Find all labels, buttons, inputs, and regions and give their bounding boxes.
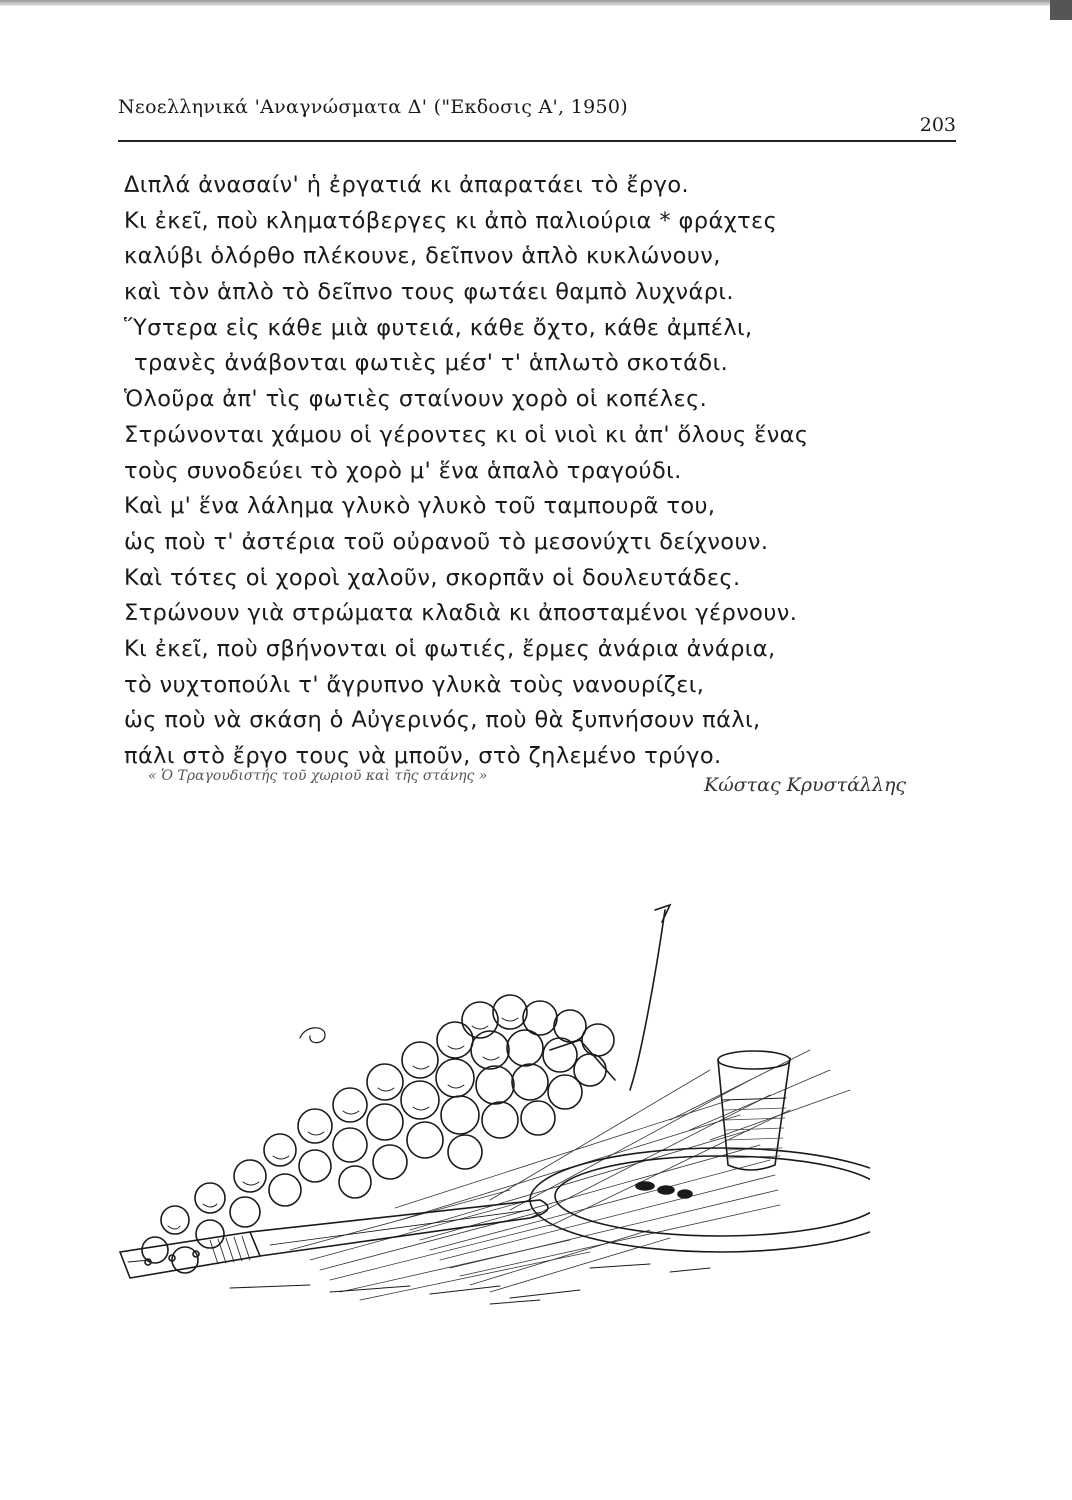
glass-of-wine [718, 1051, 790, 1170]
straw-hatching [290, 1050, 850, 1300]
grape-shading [168, 1018, 518, 1229]
poem-line: τρανὲς ἀνάβονται φωτιὲς μέσ' τ' ἁπλωτὸ σκοτάδι. [134, 350, 729, 377]
poem-line: Καὶ τότες οἱ χοροὶ χαλοῦν, σκορπᾶν οἱ δουλευτάδες. [124, 564, 741, 591]
source-title: « Ὁ Τραγουδιστής τοῦ χωριοῦ καὶ τῆς στάνης » [148, 768, 488, 784]
poem-line: τὸ νυχτοπούλι τ' ἄγρυπνο γλυκὰ τοὺς νανουρίζει, [124, 671, 705, 698]
grape-stem [550, 905, 670, 1090]
poem-text [124, 168, 964, 775]
page-number: 203 [919, 114, 956, 136]
poem-line: Κι ἐκεῖ, ποὺ σβήνονται οἱ φωτιές, ἔρμες ἀνάρια ἀνάρια, [124, 635, 776, 662]
plate [530, 1148, 870, 1252]
table-strokes [230, 1264, 710, 1304]
grapes-still-life-illustration [110, 900, 870, 1390]
grape-cluster [142, 995, 614, 1273]
page-corner [1050, 0, 1072, 20]
poem-line: Διπλά ἀνασαίν' ἡ ἐργατιά κι ἀπαρατάει τὸ ἔργο. [124, 172, 690, 198]
poem-line: ὡς ποὺ νὰ σκάση ὁ Αὐγερινός, ποὺ θὰ ξυπνήσουν πάλι, [124, 707, 761, 734]
running-header [118, 96, 956, 152]
poem-line: Καὶ μ' ἕνα λάλημα γλυκὸ γλυκὸ τοῦ ταμπουρᾶ του, [124, 493, 716, 520]
book-title: Νεοελληνικά 'Αναγνώσματα Δ' ("Εκδοσις Α', 1950) [118, 96, 628, 118]
poem-line: Στρώνονται χάμου οἱ γέροντες κι οἱ νιοὶ κι ἀπ' ὅλους ἕνας [124, 421, 809, 448]
poem-line: πάλι στὸ ἔργο τους νὰ μποῦν, στὸ ζηλεμένο τρύγο. [124, 743, 722, 769]
poem-line: Ὁλοῦρα ἀπ' τὶς φωτιὲς σταίνουν χορὸ οἱ κοπέλες. [124, 386, 708, 413]
header-rule [118, 140, 956, 142]
poem-line: καλύβι ὁλόρθο πλέκουνε, δεῖπνον ἁπλὸ κυκλώνουν, [124, 243, 721, 270]
poem-line: καὶ τὸν ἁπλὸ τὸ δεῖπνο τους φωτάει θαμπὸ λυχνάρι. [124, 279, 734, 306]
author-name: Κώστας Κρυστάλλης [704, 774, 907, 796]
page-edge [0, 0, 1072, 6]
poem-line: Στρώνουν γιὰ στρώματα κλαδιὰ κι ἀποσταμένοι γέρνουν. [124, 600, 798, 627]
poem-line: Κι ἐκεῖ, ποὺ κληματόβεργες κι ἀπὸ παλιούρια * φράχτες [124, 207, 778, 234]
poem-line: ὡς ποὺ τ' ἀστέρια τοῦ οὐρανοῦ τὸ μεσονύχτι δείχνουν. [124, 528, 769, 555]
poem-line: τοὺς συνοδεύει τὸ χορὸ μ' ἕνα ἁπαλὸ τραγούδι. [124, 457, 682, 484]
poem-line: Ὕστερα εἰς κάθε μιὰ φυτειά, κάθε ὄχτο, κάθε ἀμπέλι, [124, 314, 753, 341]
